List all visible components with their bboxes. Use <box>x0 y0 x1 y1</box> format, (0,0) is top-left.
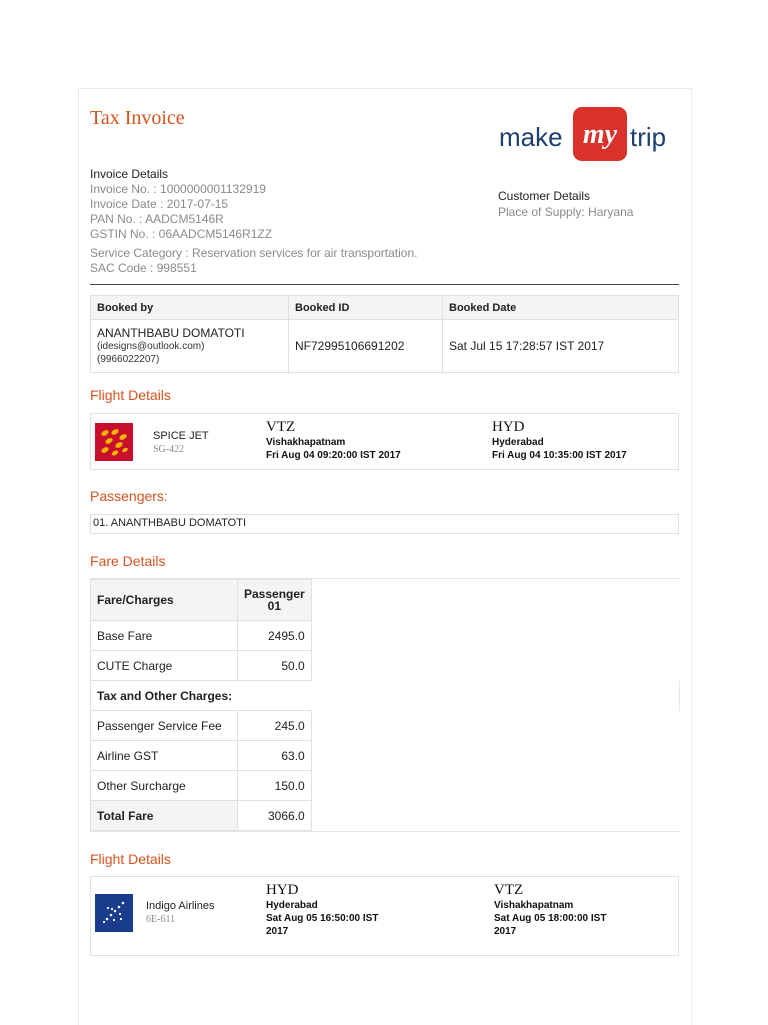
customer-name: ANANTHBABU DOMATOTI <box>97 326 245 340</box>
table-row <box>91 621 312 651</box>
departure-datetime: Fri Aug 04 09:20:00 IST 2017 <box>266 450 401 461</box>
airline-gst-value: 63.0 <box>238 741 312 771</box>
cute-charge-value: 50.0 <box>238 651 312 681</box>
invoice-details-lines <box>90 182 272 242</box>
return-flight-details-heading: Flight Details <box>90 851 171 867</box>
passenger-service-fee-label: Passenger Service Fee <box>91 711 238 741</box>
fare-tax-row-edge <box>679 681 680 711</box>
invoice-page <box>78 88 692 1025</box>
departure-code-2: HYD <box>266 882 299 898</box>
passenger-row <box>90 514 679 534</box>
departure-datetime-2: Sat Aug 05 16:50:00 IST <box>266 913 379 924</box>
arrival-datetime: Fri Aug 04 10:35:00 IST 2017 <box>492 450 627 461</box>
invoice-date: Invoice Date : 2017-07-15 <box>90 197 229 211</box>
fare-charges-header: Fare/Charges <box>91 580 238 621</box>
booking-table <box>90 295 679 373</box>
arrival-city-2: Vishakhapatnam <box>494 900 574 911</box>
flight-number: SG-422 <box>153 444 185 455</box>
flight-card-2 <box>90 876 679 956</box>
base-fare-value: 2495.0 <box>238 621 312 651</box>
table-row <box>91 681 312 711</box>
table-row <box>91 711 312 741</box>
arrival-city: Hyderabad <box>492 437 544 448</box>
flight-number-2: 6E-611 <box>146 914 176 925</box>
booking-id-cell: NF72995106691202 <box>289 320 443 373</box>
departure-city: Vishakhapatnam <box>266 437 346 448</box>
fare-table <box>90 579 312 831</box>
total-fare-label: Total Fare <box>91 801 238 831</box>
flight-details-heading: Flight Details <box>90 387 171 403</box>
service-details <box>90 246 417 276</box>
place-of-supply: Place of Supply: Haryana <box>498 205 634 219</box>
total-fare-value: 3066.0 <box>238 801 312 831</box>
customer-details-heading: Customer Details <box>498 189 591 203</box>
cute-charge-label: CUTE Charge <box>91 651 238 681</box>
booked-by-header: Booked by <box>91 296 289 320</box>
arrival-year-2: 2017 <box>494 926 517 937</box>
invoice-details-heading: Invoice Details <box>90 167 169 181</box>
service-category: Service Category : Reservation services for air transportation. <box>90 246 418 260</box>
arrival-info <box>492 419 627 462</box>
customer-phone: (9966022207) <box>97 354 160 365</box>
spicejet-logo-icon <box>95 423 133 461</box>
table-row <box>91 771 312 801</box>
svg-text:make: make <box>499 122 563 152</box>
pan-number: PAN No. : AADCM5146R <box>90 212 224 226</box>
booked-date-cell: Sat Jul 15 17:28:57 IST 2017 <box>443 320 679 373</box>
departure-info <box>266 419 401 462</box>
passenger-service-fee-value: 245.0 <box>238 711 312 741</box>
table-row <box>91 801 312 831</box>
departure-info-2 <box>266 882 378 938</box>
passenger-01-header: Passenger 01 <box>238 580 312 621</box>
departure-city-2: Hyderabad <box>266 900 318 911</box>
passenger-name: 01. ANANTHBABU DOMATOTI <box>93 517 247 529</box>
page-title: Tax Invoice <box>90 107 185 129</box>
table-row <box>91 651 312 681</box>
airline-gst-label: Airline GST <box>91 741 238 771</box>
other-surcharge-value: 150.0 <box>238 771 312 801</box>
other-surcharge-label: Other Surcharge <box>91 771 238 801</box>
tax-charges-heading: Tax and Other Charges: <box>91 681 312 711</box>
departure-year-2: 2017 <box>266 926 289 937</box>
booked-id-header: Booked ID <box>289 296 443 320</box>
header-divider <box>90 284 679 285</box>
table-row <box>91 741 312 771</box>
svg-text:my: my <box>582 119 618 150</box>
fare-bottom-border <box>90 831 679 832</box>
fare-details-heading: Fare Details <box>90 553 166 569</box>
booked-date-header: Booked Date <box>443 296 679 320</box>
invoice-number: Invoice No. : 1000000001132919 <box>90 182 266 196</box>
svg-text:trip: trip <box>630 122 667 152</box>
arrival-code: HYD <box>492 419 525 435</box>
departure-code: VTZ <box>266 419 296 435</box>
indigo-logo-icon <box>95 894 133 932</box>
sac-code: SAC Code : 998551 <box>90 261 197 275</box>
customer-email: (idesigns@outlook.com) <box>97 341 205 352</box>
airline-name: SPICE JET <box>153 430 209 442</box>
gstin-number: GSTIN No. : 06AADCM5146R1ZZ <box>90 227 273 241</box>
airline-name-2: Indigo Airlines <box>146 900 215 912</box>
arrival-code-2: VTZ <box>494 882 524 898</box>
flight-card-1 <box>90 413 679 470</box>
passengers-heading: Passengers: <box>90 488 168 504</box>
makemytrip-logo <box>499 103 679 163</box>
base-fare-label: Base Fare <box>91 621 238 651</box>
booked-by-cell <box>91 320 289 373</box>
arrival-info-2 <box>494 882 606 938</box>
arrival-datetime-2: Sat Aug 05 18:00:00 IST <box>494 913 607 924</box>
